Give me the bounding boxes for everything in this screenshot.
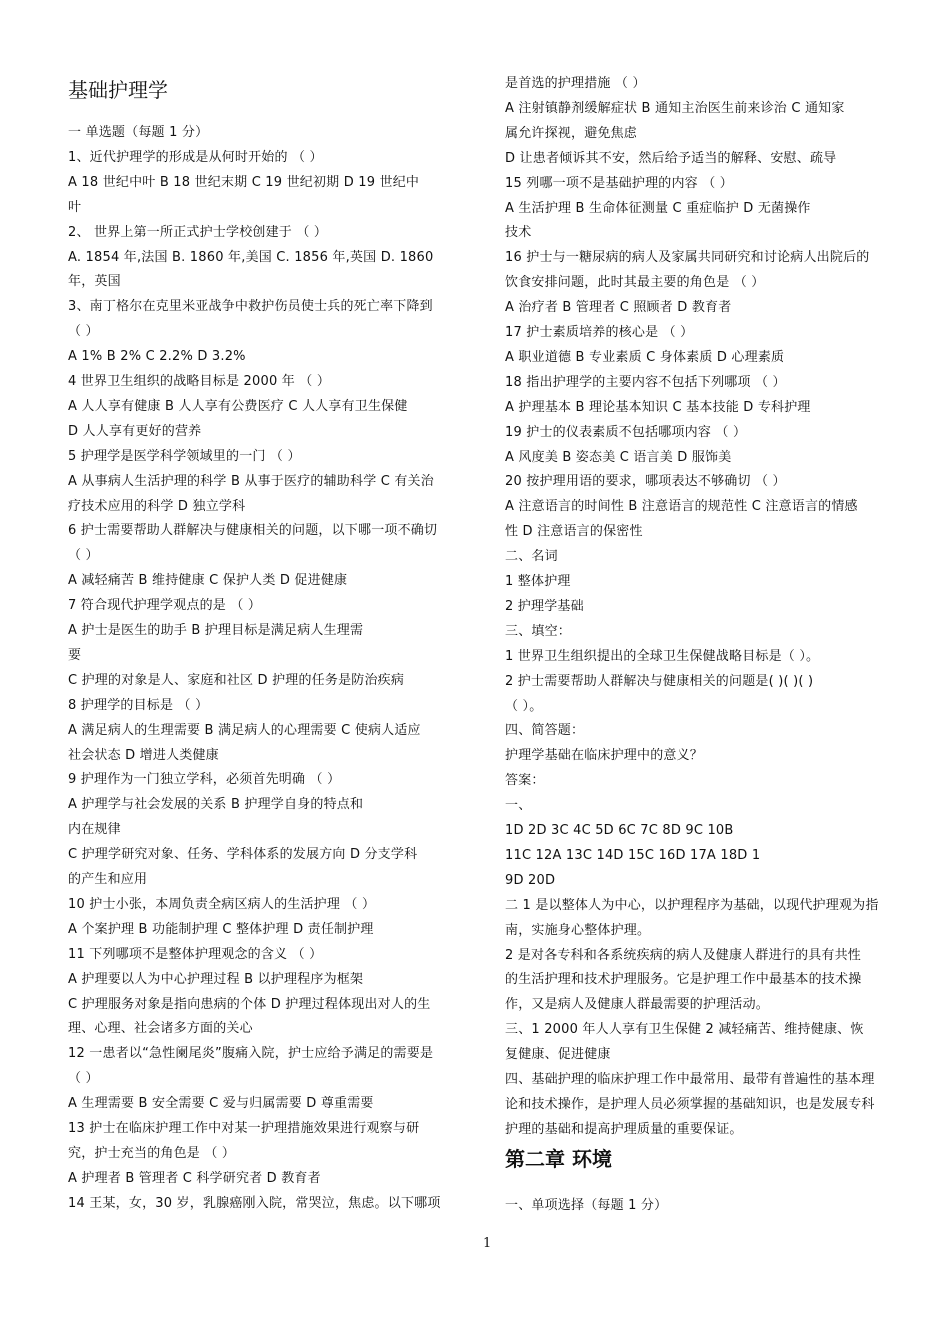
text-line: 二、名词	[505, 549, 558, 565]
text-line: （ ）。	[505, 698, 543, 714]
text-line: 要	[68, 647, 82, 663]
text-line: A 满足病人的生理需要 B 满足病人的心理需要 C 使病人适应	[68, 722, 421, 738]
text-line: A 生活护理 B 生命体征测量 C 重症临护 D 无菌操作	[505, 200, 811, 216]
text-line: 内在规律	[68, 822, 121, 838]
text-line: A. 1854 年,法国 B. 1860 年,美国 C. 1856 年,英国 D. 1860	[68, 249, 434, 265]
text-line: 9 护理作为一门独立学科，必须首先明确 （ ）	[68, 772, 341, 788]
text-line: 19 护士的仪表素质不包括哪项内容 （ ）	[505, 424, 747, 440]
page-number: 1	[483, 1236, 492, 1251]
text-line: 四、基础护理的临床护理工作中最常用、最带有普遍性的基本理	[505, 1072, 875, 1087]
text-line: 16 护士与一糖尿病的病人及家属共同研究和讨论病人出院后的	[505, 250, 870, 266]
text-line: 6 护士需要帮助人群解决与健康相关的问题，以下哪一项不确切	[68, 523, 438, 539]
text-line: A 治疗者 B 管理者 C 照顾者 D 教育者	[505, 300, 732, 316]
text-line: 四、简答题：	[505, 723, 585, 739]
text-line: （ ）	[68, 1071, 99, 1087]
text-line: A 护理要以人为中心护理过程 B 以护理程序为框架	[68, 971, 364, 987]
text-line: 20 按护理用语的要求，哪项表达不够确切 （ ）	[505, 474, 786, 490]
text-line: 3、南丁格尔在克里米亚战争中救护伤员使士兵的死亡率下降到	[68, 299, 433, 315]
text-line: A 减轻痛苦 B 维持健康 C 保护人类 D 促进健康	[68, 573, 348, 589]
text-line: A 护理者 B 管理者 C 科学研究者 D 教育者	[68, 1170, 321, 1186]
text-line: A 人人享有健康 B 人人享有公费医疗 C 人人享有卫生保健	[68, 398, 408, 414]
text-line: 技术	[505, 225, 532, 241]
text-line: 论和技术操作，是护理人员必须掌握的基础知识，也是发展专科	[505, 1096, 875, 1112]
text-line: 疗技术应用的科学 D 独立学科	[68, 498, 246, 514]
text-line: 8 护理学的目标是 （ ）	[68, 697, 209, 713]
text-line: A 个案护理 B 功能制护理 C 整体护理 D 责任制护理	[68, 921, 374, 937]
text-line: C 护理的对象是人、家庭和社区 D 护理的任务是防治疾病	[68, 672, 405, 688]
text-line: 一 单选题（每题 1 分）	[68, 125, 209, 140]
text-line: 15 列哪一项不是基础护理的内容 （ ）	[505, 175, 733, 191]
text-line: 4 世界卫生组织的战略目标是 2000 年 （ ）	[68, 374, 331, 389]
text-line: 究，护士充当的角色是 （ ）	[68, 1145, 236, 1161]
text-line: 2 护士需要帮助人群解决与健康相关的问题是( )( )( )	[505, 673, 814, 689]
text-line: 饮食安排问题，此时其最主要的角色是 （ ）	[505, 275, 765, 291]
text-line: A 从事病人生活护理的科学 B 从事于医疗的辅助科学 C 有关治	[68, 473, 434, 489]
text-line: A 护理学与社会发展的关系 B 护理学自身的特点和	[68, 797, 364, 813]
text-line: 的产生和应用	[68, 872, 148, 887]
text-line: 2 护理学基础	[505, 598, 584, 614]
text-line: 一、	[505, 798, 532, 814]
text-line: 2 是对各专科和各系统疾病的病人及健康人群进行的具有共性	[505, 947, 862, 963]
text-line: 12 一患者以“急性阑尾炎”腹痛入院，护士应给予满足的需要是	[68, 1046, 434, 1062]
text-line: 作，又是病人及健康人群最需要的护理活动。	[505, 997, 770, 1013]
text-line: 二 1 是以整体人为中心，以护理程序为基础，以现代护理观为指	[505, 897, 879, 913]
text-line: 1 整体护理	[505, 574, 571, 589]
text-line: A 风度美 B 姿态美 C 语言美 D 服饰美	[505, 449, 732, 465]
text-line: 南，实施身心整体护理。	[505, 922, 651, 938]
text-line: 2、 世界上第一所正式护士学校创建于 （ ）	[68, 224, 328, 240]
text-line: A 护理基本 B 理论基本知识 C 基本技能 D 专科护理	[505, 399, 811, 415]
text-line: 10 护士小张，本周负责全病区病人的生活护理 （ ）	[68, 896, 376, 912]
text-line: A 生理需要 B 安全需要 C 爱与归属需要 D 尊重需要	[68, 1096, 374, 1112]
document-title: 基础护理学	[68, 78, 168, 102]
text-line: 年，英国	[68, 274, 121, 290]
text-line: 9D 20D	[505, 872, 556, 888]
text-line: 答案：	[505, 773, 545, 789]
text-line: A 1% B 2% C 2.2% D 3.2%	[68, 349, 246, 365]
text-line: 1 世界卫生组织提出的全球卫生保健战略目标是（ ）。	[505, 648, 820, 664]
text-line: 5 护理学是医学科学领域里的一门 （ ）	[68, 448, 301, 464]
text-line: 18 指出护理学的主要内容不包括下列哪项 （ ）	[505, 374, 786, 390]
text-line: C 护理服务对象是指向患病的个体 D 护理过程体现出对人的生	[68, 996, 431, 1012]
text-line: 属允许探视，避免焦虑	[505, 125, 638, 141]
text-line: D 人人享有更好的营养	[68, 423, 202, 439]
text-line: A 注射镇静剂缓解症状 B 通知主治医生前来诊治 C 通知家	[505, 100, 845, 116]
text-line: 叶	[68, 199, 82, 215]
text-line: A 职业道德 B 专业素质 C 身体素质 D 心理素质	[505, 349, 785, 365]
text-line: 7 符合现代护理学观点的是 （ ）	[68, 598, 262, 614]
text-line: 13 护士在临床护理工作中对某一护理措施效果进行观察与研	[68, 1121, 420, 1136]
text-line: 社会状态 D 增进人类健康	[68, 747, 219, 763]
text-line: 的生活护理和技术护理服务。它是护理工作中最基本的技术操	[505, 972, 862, 988]
text-line: 三、1 2000 年人人享有卫生保健 2 减轻痛苦、维持健康、恢	[505, 1022, 864, 1038]
text-line: （ ）	[68, 324, 99, 340]
text-line: 11 下列哪项不是整体护理观念的含义 （ ）	[68, 946, 323, 962]
text-line: （ ）	[68, 548, 99, 564]
text-line: 护理的基础和提高护理质量的重要保证。	[505, 1121, 743, 1137]
text-line: A 18 世纪中叶 B 18 世纪末期 C 19 世纪初期 D 19 世纪中	[68, 174, 420, 190]
text-line: 护理学基础在临床护理中的意义？	[505, 748, 704, 764]
text-line: 是首选的护理措施 （ ）	[505, 76, 646, 91]
text-line: A 护士是医生的助手 B 护理目标是满足病人生理需	[68, 623, 364, 638]
text-line: 14 王某，女，30 岁，乳腺癌刚入院，常哭泣，焦虑。以下哪项	[68, 1195, 441, 1211]
text-line: 17 护士素质培养的核心是 （ ）	[505, 325, 694, 340]
chapter-heading: 第二章 环境	[505, 1147, 612, 1171]
text-line: 1D 2D 3C 4C 5D 6C 7C 8D 9C 10B	[505, 823, 734, 838]
text-line: C 护理学研究对象、任务、学科体系的发展方向 D 分支学科	[68, 847, 418, 863]
text-line: D 让患者倾诉其不安，然后给予适当的解释、安慰、疏导	[505, 150, 837, 166]
text-line: 三、填空：	[505, 623, 572, 639]
text-line: 11C 12A 13C 14D 15C 16D 17A 18D 1	[505, 847, 761, 863]
text-line: A 注意语言的时间性 B 注意语言的规范性 C 注意语言的情感	[505, 499, 858, 515]
chapter-subheading: 一、单项选择（每题 1 分）	[505, 1198, 668, 1213]
text-line: 理、心理、社会诸多方面的关心	[68, 1021, 253, 1037]
text-line: 性 D 注意语言的保密性	[505, 524, 643, 540]
text-line: 1、近代护理学的形成是从何时开始的 （ ）	[68, 149, 323, 165]
text-line: 复健康、促进健康	[505, 1047, 611, 1063]
